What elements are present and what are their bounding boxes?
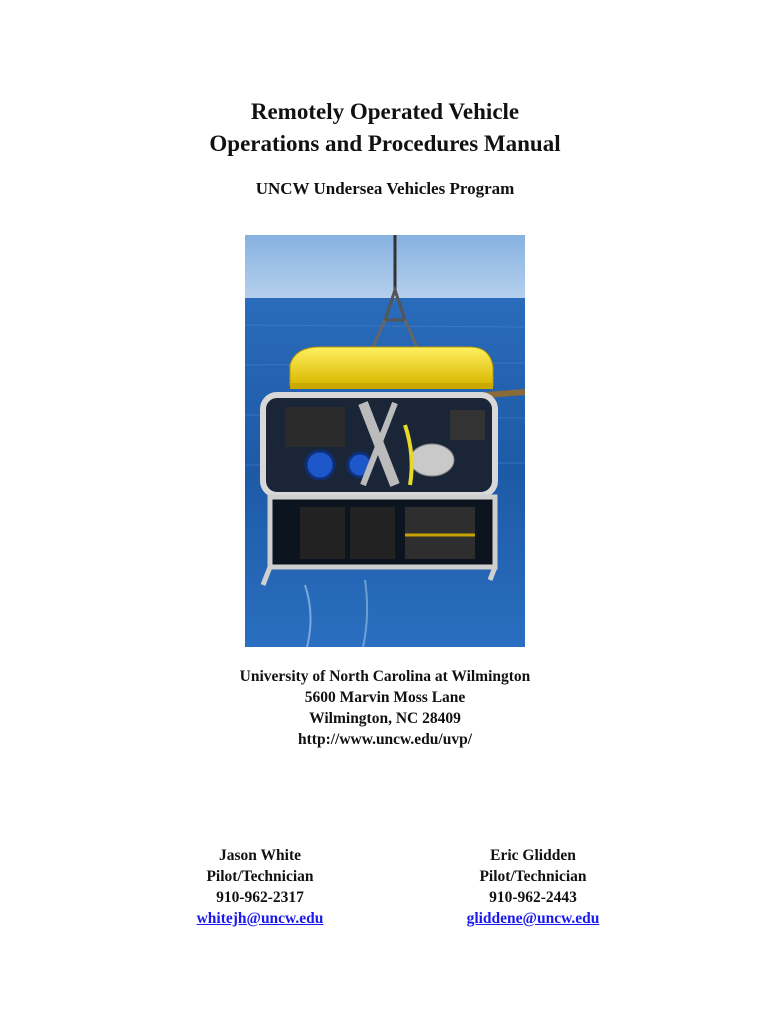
document-title-line2: Operations and Procedures Manual [209, 131, 561, 156]
contact-phone: 910-962-2443 [489, 889, 577, 906]
document-title-line1: Remotely Operated Vehicle [250, 99, 520, 124]
street-address: 5600 Marvin Moss Lane [304, 689, 466, 706]
contact-email-link[interactable]: whitejh@uncw.edu [196, 910, 324, 927]
document-subtitle: UNCW Undersea Vehicles Program [255, 179, 515, 198]
city-state-zip: Wilmington, NC 28409 [309, 710, 461, 727]
contact-name: Jason White [219, 847, 301, 864]
contact-name: Eric Glidden [490, 847, 576, 864]
institution-name: University of North Carolina at Wilmington [239, 668, 531, 685]
contact-role: Pilot/Technician [206, 868, 314, 885]
contact-jason-white [180, 845, 340, 929]
contact-email-link[interactable]: gliddene@uncw.edu [466, 910, 600, 927]
contact-phone: 910-962-2317 [216, 889, 304, 906]
rov-photo [245, 235, 525, 647]
address-block [0, 666, 770, 750]
contact-eric-glidden [448, 845, 618, 929]
program-url[interactable]: http://www.uncw.edu/uvp/ [298, 731, 472, 748]
contact-role: Pilot/Technician [479, 868, 587, 885]
